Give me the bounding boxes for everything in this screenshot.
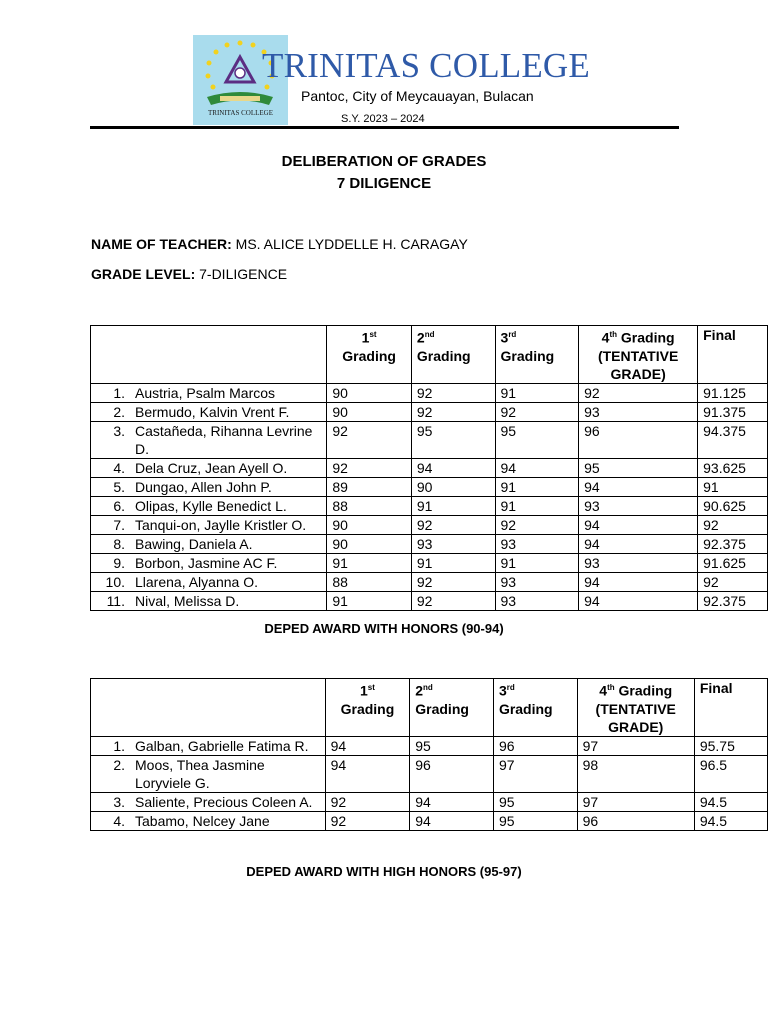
table-row bbox=[91, 515, 768, 534]
grade-cell-g1: 92 bbox=[325, 792, 410, 811]
student-name: Dungao, Allen John P. bbox=[135, 478, 272, 495]
final-grade-cell: 94.5 bbox=[694, 811, 767, 830]
teacher-name: MS. ALICE LYDDELLE H. CARAGAY bbox=[235, 236, 468, 252]
grade-cell-g1: 90 bbox=[327, 515, 412, 534]
grade-cell-g1: 92 bbox=[327, 458, 412, 477]
grade-cell-g2: 95 bbox=[411, 421, 495, 458]
final-grade-cell: 91.125 bbox=[698, 383, 768, 402]
student-name: Borbon, Jasmine AC F. bbox=[135, 554, 278, 571]
grade-cell-g1: 91 bbox=[327, 591, 412, 610]
grade-cell-g3: 93 bbox=[495, 572, 579, 591]
grade-level-line bbox=[91, 266, 287, 282]
final-grade-cell: 96.5 bbox=[694, 755, 767, 792]
row-number: 2. bbox=[113, 756, 125, 773]
row-number: 7. bbox=[113, 516, 125, 533]
student-cell bbox=[91, 572, 327, 591]
grade-cell-g1: 90 bbox=[327, 383, 412, 402]
grade-cell-g2: 94 bbox=[411, 458, 495, 477]
honors-award-label: DEPED AWARD WITH HONORS (90-94) bbox=[264, 621, 504, 636]
grade-cell-g2: 92 bbox=[411, 515, 495, 534]
row-number: 6. bbox=[113, 497, 125, 514]
grade-cell-g3: 93 bbox=[495, 591, 579, 610]
grade-cell-g1: 88 bbox=[327, 572, 412, 591]
grade-cell-g2: 95 bbox=[410, 736, 494, 755]
column-header-2nd-grading: 2nd Grading bbox=[410, 679, 494, 737]
column-header-final: Final bbox=[698, 326, 768, 384]
student-cell bbox=[91, 534, 327, 553]
grade-cell-g4: 93 bbox=[579, 553, 698, 572]
student-name: Bawing, Daniela A. bbox=[135, 535, 253, 552]
grade-level-label: GRADE LEVEL: bbox=[91, 266, 196, 282]
document-title: DELIBERATION OF GRADES bbox=[281, 153, 487, 170]
table-row bbox=[91, 792, 768, 811]
table-row bbox=[91, 496, 768, 515]
student-name: Galban, Gabrielle Fatima R. bbox=[135, 737, 309, 754]
grade-cell-g4: 93 bbox=[579, 402, 698, 421]
student-cell bbox=[91, 477, 327, 496]
teacher-label: NAME OF TEACHER: bbox=[91, 236, 232, 252]
grade-cell-g3: 96 bbox=[493, 736, 577, 755]
table-row bbox=[91, 811, 768, 830]
row-number: 1. bbox=[113, 737, 125, 754]
grade-cell-g2: 90 bbox=[411, 477, 495, 496]
grade-cell-g3: 93 bbox=[495, 534, 579, 553]
honors-table-body bbox=[91, 383, 768, 610]
college-address: Pantoc, City of Meycauayan, Bulacan bbox=[301, 88, 534, 104]
student-name: Nival, Melissa D. bbox=[135, 592, 240, 609]
section-title: 7 DILIGENCE bbox=[336, 175, 432, 192]
grade-cell-g2: 92 bbox=[411, 591, 495, 610]
student-cell bbox=[91, 811, 326, 830]
grade-cell-g2: 91 bbox=[411, 553, 495, 572]
grade-cell-g1: 89 bbox=[327, 477, 412, 496]
grade-cell-g3: 95 bbox=[493, 792, 577, 811]
column-header-2nd-grading: 2nd Grading bbox=[411, 326, 495, 384]
row-number: 9. bbox=[113, 554, 125, 571]
grade-cell-g4: 94 bbox=[579, 515, 698, 534]
row-number: 11. bbox=[106, 592, 125, 609]
row-number: 5. bbox=[113, 478, 125, 495]
grade-cell-g2: 94 bbox=[410, 811, 494, 830]
student-name: Saliente, Precious Coleen A. bbox=[135, 793, 313, 810]
column-header-final: Final bbox=[694, 679, 767, 737]
grade-cell-g3: 91 bbox=[495, 477, 579, 496]
student-cell bbox=[91, 383, 327, 402]
row-number: 3. bbox=[113, 422, 125, 439]
table-row bbox=[91, 421, 768, 458]
student-name: Moos, Thea Jasmine Loryviele G. bbox=[135, 756, 265, 791]
logo-caption: TRINITAS COLLEGE bbox=[208, 109, 273, 117]
student-cell bbox=[91, 496, 327, 515]
final-grade-cell: 91.375 bbox=[698, 402, 768, 421]
grade-cell-g2: 92 bbox=[411, 402, 495, 421]
student-cell bbox=[91, 553, 327, 572]
grade-cell-g3: 92 bbox=[495, 515, 579, 534]
grade-cell-g2: 92 bbox=[411, 383, 495, 402]
grade-cell-g1: 94 bbox=[325, 755, 410, 792]
column-header-4th-grading: 4th Grading (TENTATIVE GRADE) bbox=[577, 679, 694, 737]
grade-cell-g3: 92 bbox=[495, 402, 579, 421]
column-header-4th-grading: 4th Grading (TENTATIVE GRADE) bbox=[579, 326, 698, 384]
teacher-line bbox=[91, 236, 468, 252]
final-grade-cell: 92 bbox=[698, 572, 768, 591]
table-row bbox=[91, 458, 768, 477]
grade-cell-g3: 91 bbox=[495, 553, 579, 572]
grade-cell-g2: 93 bbox=[411, 534, 495, 553]
row-number: 1. bbox=[113, 384, 125, 401]
grade-cell-g1: 90 bbox=[327, 534, 412, 553]
student-name: Dela Cruz, Jean Ayell O. bbox=[135, 459, 288, 476]
student-cell bbox=[91, 591, 327, 610]
grade-cell-g4: 94 bbox=[579, 572, 698, 591]
student-cell bbox=[91, 755, 326, 792]
student-cell bbox=[91, 402, 327, 421]
grade-cell-g4: 93 bbox=[579, 496, 698, 515]
final-grade-cell: 92 bbox=[698, 515, 768, 534]
row-number: 2. bbox=[113, 403, 125, 420]
student-cell bbox=[91, 421, 327, 458]
grade-cell-g4: 98 bbox=[577, 755, 694, 792]
grade-cell-g4: 96 bbox=[577, 811, 694, 830]
grade-cell-g4: 96 bbox=[579, 421, 698, 458]
table-row bbox=[91, 402, 768, 421]
student-name: Bermudo, Kalvin Vrent F. bbox=[135, 403, 290, 420]
table-row bbox=[91, 534, 768, 553]
final-grade-cell: 92.375 bbox=[698, 591, 768, 610]
column-header-3rd-grading: 3rd Grading bbox=[493, 679, 577, 737]
grade-cell-g4: 94 bbox=[579, 477, 698, 496]
grade-cell-g3: 95 bbox=[495, 421, 579, 458]
row-number: 10. bbox=[105, 573, 125, 590]
column-header-3rd-grading: 3rd Grading bbox=[495, 326, 579, 384]
grade-cell-g2: 96 bbox=[410, 755, 494, 792]
name-column-header bbox=[91, 326, 327, 384]
student-name: Tanqui-on, Jaylle Kristler O. bbox=[135, 516, 307, 533]
table-row bbox=[91, 755, 768, 792]
final-grade-cell: 91 bbox=[698, 477, 768, 496]
grade-cell-g1: 91 bbox=[327, 553, 412, 572]
college-name: TRINITAS COLLEGE bbox=[262, 46, 590, 85]
student-cell bbox=[91, 736, 326, 755]
final-grade-cell: 94.375 bbox=[698, 421, 768, 458]
final-grade-cell: 93.625 bbox=[698, 458, 768, 477]
grade-cell-g1: 88 bbox=[327, 496, 412, 515]
grade-cell-g3: 95 bbox=[493, 811, 577, 830]
grade-cell-g4: 97 bbox=[577, 736, 694, 755]
student-name: Tabamo, Nelcey Jane bbox=[135, 812, 270, 829]
header-divider bbox=[90, 126, 679, 129]
student-name: Castañeda, Rihanna Levrine D. bbox=[135, 422, 313, 457]
student-cell bbox=[91, 792, 326, 811]
student-name: Llarena, Alyanna O. bbox=[135, 573, 258, 590]
row-number: 4. bbox=[113, 459, 125, 476]
final-grade-cell: 90.625 bbox=[698, 496, 768, 515]
high-honors-award-label: DEPED AWARD WITH HIGH HONORS (95-97) bbox=[246, 864, 522, 879]
table-header-row bbox=[91, 679, 768, 737]
row-number: 4. bbox=[113, 812, 125, 829]
final-grade-cell: 95.75 bbox=[694, 736, 767, 755]
table-row bbox=[91, 591, 768, 610]
grade-cell-g2: 92 bbox=[411, 572, 495, 591]
final-grade-cell: 94.5 bbox=[694, 792, 767, 811]
grade-cell-g4: 94 bbox=[579, 534, 698, 553]
column-header-1st-grading: 1st Grading bbox=[325, 679, 410, 737]
grade-cell-g3: 97 bbox=[493, 755, 577, 792]
honors-grades-table bbox=[90, 325, 768, 611]
table-row bbox=[91, 572, 768, 591]
high-honors-grades-table bbox=[90, 678, 768, 831]
grade-cell-g4: 92 bbox=[579, 383, 698, 402]
grade-cell-g2: 91 bbox=[411, 496, 495, 515]
table-row bbox=[91, 477, 768, 496]
grade-cell-g4: 95 bbox=[579, 458, 698, 477]
table-row bbox=[91, 736, 768, 755]
grade-cell-g1: 94 bbox=[325, 736, 410, 755]
grade-cell-g3: 91 bbox=[495, 383, 579, 402]
grade-cell-g1: 90 bbox=[327, 402, 412, 421]
final-grade-cell: 91.625 bbox=[698, 553, 768, 572]
high-honors-table-body bbox=[91, 736, 768, 830]
column-header-1st-grading: 1st Grading bbox=[327, 326, 412, 384]
table-row bbox=[91, 383, 768, 402]
grade-cell-g4: 94 bbox=[579, 591, 698, 610]
student-name: Olipas, Kylle Benedict L. bbox=[135, 497, 287, 514]
grade-cell-g1: 92 bbox=[325, 811, 410, 830]
grade-cell-g4: 97 bbox=[577, 792, 694, 811]
name-column-header bbox=[91, 679, 326, 737]
row-number: 8. bbox=[113, 535, 125, 552]
grade-cell-g1: 92 bbox=[327, 421, 412, 458]
final-grade-cell: 92.375 bbox=[698, 534, 768, 553]
school-year: S.Y. 2023 – 2024 bbox=[341, 113, 425, 125]
table-header-row bbox=[91, 326, 768, 384]
student-cell bbox=[91, 515, 327, 534]
student-name: Austria, Psalm Marcos bbox=[135, 384, 276, 401]
grade-cell-g3: 94 bbox=[495, 458, 579, 477]
grade-cell-g2: 94 bbox=[410, 792, 494, 811]
row-number: 3. bbox=[113, 793, 125, 810]
student-cell bbox=[91, 458, 327, 477]
table-row bbox=[91, 553, 768, 572]
grade-cell-g3: 91 bbox=[495, 496, 579, 515]
grade-level-value: 7-DILIGENCE bbox=[199, 266, 288, 282]
